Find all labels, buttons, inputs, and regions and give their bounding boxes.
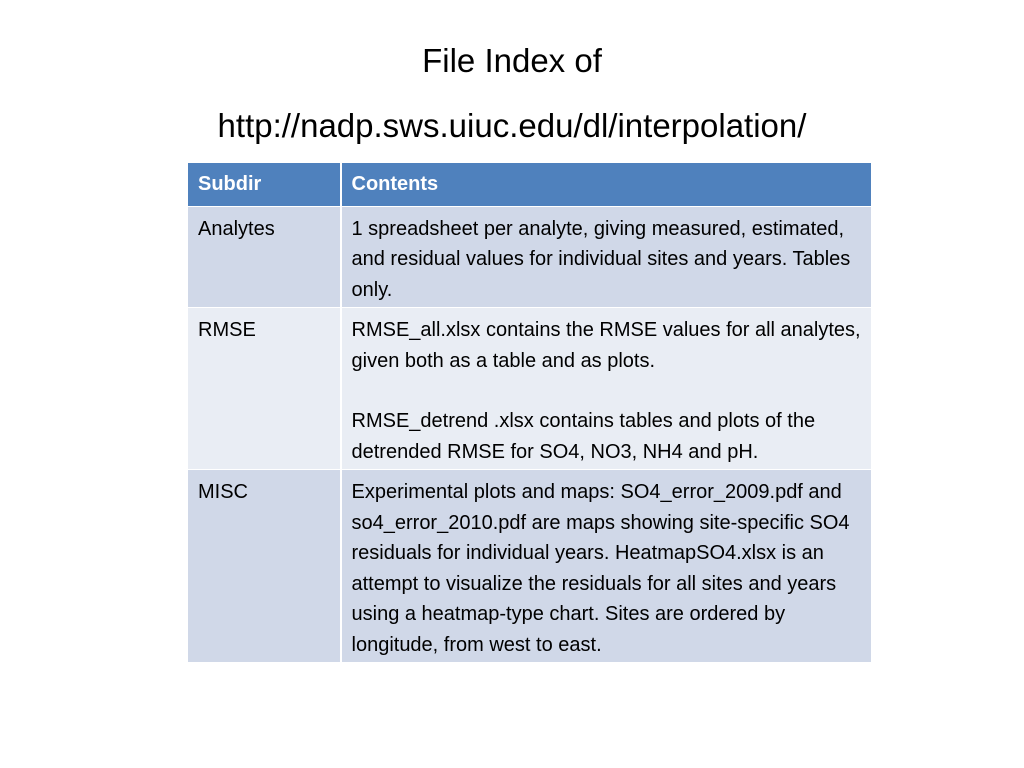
contents-cell bbox=[341, 206, 872, 308]
column-header-subdir: Subdir bbox=[188, 163, 341, 207]
slide-title: File Index of bbox=[422, 42, 602, 79]
slide-title-url: http://nadp.sws.uiuc.edu/dl/interpolation/ bbox=[217, 107, 807, 144]
table-header-row bbox=[188, 163, 872, 207]
table-row bbox=[188, 206, 872, 308]
subdir-cell: MISC bbox=[188, 470, 341, 663]
table-row bbox=[188, 308, 872, 470]
contents-cell bbox=[341, 470, 872, 663]
column-header-contents: Contents bbox=[341, 163, 872, 207]
contents-text: RMSE_all.xlsx contains the RMSE values for all analytes, given both as a table and as plots. bbox=[351, 319, 861, 372]
table-row bbox=[188, 470, 872, 663]
file-index-table bbox=[187, 162, 872, 663]
contents-text: RMSE_detrend .xlsx contains tables and plots of the detrended RMSE for SO4, NO3, NH4 and pH. bbox=[351, 410, 816, 463]
subdir-cell: RMSE bbox=[188, 308, 341, 470]
subdir-cell: Analytes bbox=[188, 206, 341, 308]
contents-text: 1 spreadsheet per analyte, giving measured, estimated, and residual values for individual sites and years. Tables only. bbox=[351, 217, 851, 301]
contents-text: Experimental plots and maps: SO4_error_2009.pdf and so4_error_2010.pdf are maps showing site-specific SO4 residuals for individual years. HeatmapSO4.xlsx is an attempt to visualize the residuals for all sites and years using a heatmap-type chart. Sites are ordered by longitude, from west to east. bbox=[351, 481, 850, 656]
contents-cell bbox=[341, 308, 872, 470]
